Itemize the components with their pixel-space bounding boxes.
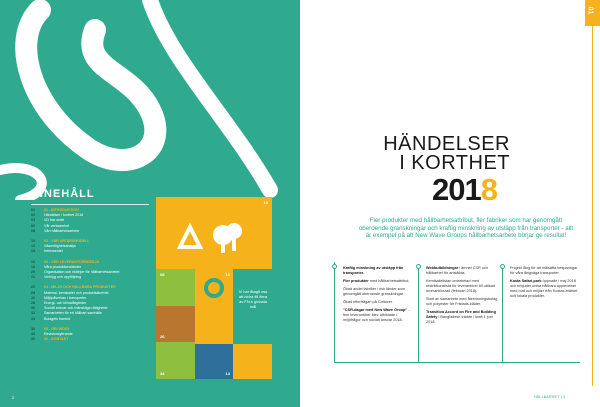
toc-page-number: 40 (31, 337, 35, 342)
toc-entry-label: Verktyg och uppföljning (44, 275, 82, 280)
highlight-item (426, 310, 498, 325)
highlight-emphasis: Transition Accord on Fire and Building Safety (426, 310, 496, 319)
highlight-text: Kemikalielistan omarbetad med restriktionslista för leverantörer till utökad leverantörsrad (februari 2018). (426, 279, 496, 293)
toc-page-number: 14 (31, 249, 35, 254)
toc-page-number: 04 (31, 218, 35, 223)
highlight-emphasis: Kosta Safari-park (510, 279, 543, 283)
sdg-tile (156, 342, 195, 379)
highlight-text: öppnade i maj 2018 och erbjuder unika hållbara upplevelser med mat och miljöer från Kostas-märket och lokala produkter. (510, 279, 578, 298)
page-title (380, 135, 510, 173)
toc-page-number: 28 (31, 301, 35, 306)
toc-page-number: 24 (31, 290, 35, 295)
highlights-column-2 (426, 266, 498, 328)
highlight-text: Start av samarbete med återvinningsbolag och polyester för Fristads-kläder. (426, 297, 498, 306)
toc-entry[interactable] (31, 317, 156, 322)
toc-entry[interactable] (31, 275, 156, 280)
toc-entry-label: 01 - INTRODUKTION (44, 208, 79, 212)
toc-page-number: 38 (31, 332, 35, 337)
highlight-item (343, 279, 411, 284)
sdg-tile (233, 344, 272, 379)
section-tab (585, 0, 600, 26)
toc-page-number: 36 (31, 326, 35, 331)
sdg-tile (195, 344, 233, 379)
highlights-column-3 (510, 266, 580, 302)
toc-page-number: 26 (31, 295, 35, 300)
tile-page-number: 10 (263, 200, 268, 205)
timeline-baseline (334, 362, 580, 363)
margin-rule (592, 26, 593, 386)
toc-section (31, 285, 156, 321)
timeline-axis (334, 262, 335, 362)
toc-page-number: 01 (31, 208, 35, 212)
highlight-item (426, 279, 498, 294)
toc-entry-label: 04 - MILJÖ OCH HÅLLBARA PRODUKTER (44, 285, 116, 290)
toc-entry-label: 02 - VÅR AFFÄRSMODELL (44, 239, 90, 244)
sdg-tile (195, 307, 233, 344)
toc-page-number: 30 (31, 306, 35, 311)
page-title-line: I KORTHET (399, 152, 510, 174)
toc-entry-label: Vår verksamhet (44, 223, 70, 228)
toc-entry-label: Intressenter (44, 249, 63, 254)
highlight-text: - fem leverantörer blev utbildade i miljöfrågor och socialt ansvar 2018. (343, 308, 410, 322)
toc-entry-label: 05 - GRI INDEX (44, 326, 70, 331)
toc-entry-label: 06 - KONTAKT (44, 337, 69, 342)
toc-entry-label: Vårt hållbarhetsarbete (44, 228, 80, 233)
toc-page-number: 32 (31, 311, 35, 316)
highlight-emphasis: Fler produkter (343, 279, 370, 283)
tile-page-number: 08 (160, 272, 165, 277)
toc-entry[interactable] (31, 249, 156, 254)
toc-entry-label: Bolagets framtid (44, 316, 70, 321)
page-title-line: HÄNDELSER (383, 133, 510, 155)
year-heading (405, 172, 497, 208)
sdg-tile (195, 269, 233, 307)
toc-entry-label: Händelser i korthet 2018 (44, 213, 84, 218)
highlight-text: i Bangladesh trädde i kraft 1 juni 2018. (426, 315, 493, 324)
page-footer: HÅLLBARHET | 3 (534, 395, 566, 399)
toc-entry-label: VD har ordet (44, 218, 65, 223)
highlight-item (426, 266, 498, 276)
page-number: 2 (12, 395, 15, 400)
sdg-wheel-icon (195, 269, 233, 307)
sdg-mosaic (156, 197, 272, 381)
highlight-text: Ökad efterfrågan på Cottover. (343, 300, 394, 304)
year-digits: 201 (432, 172, 481, 207)
highlight-text: Projekt lång för att målsätta besparingar för våra långväga transporter. (510, 266, 578, 275)
toc-section (31, 208, 156, 234)
toc-page-number: 10 (31, 239, 35, 244)
highlight-item (510, 266, 580, 276)
toc-section (31, 239, 156, 255)
toc-entry-label: Väsentlighetsanalys (44, 244, 76, 249)
sdg-commitment-text: Vi har åtagit oss att bidra till flera av FN:s globala mål (238, 289, 268, 309)
section-number: 01 (586, 6, 594, 15)
intro-paragraph: Fler produkter med hållbarhetsattribut, fler fabriker som har genomgått oberoende granskningar och kraftig minskning av utsläpp från transporter - allt är exempel på att New Wave Groups hållbarhetsarbete börjar ge resultat! (358, 217, 574, 240)
toc-divider (31, 204, 149, 205)
highlight-text: i ämnet CSR och hållbarhet för anställda. (426, 266, 488, 275)
highlight-item (343, 266, 411, 276)
toc-page-number: 08 (31, 228, 35, 233)
toc-page-number: 22 (31, 285, 35, 290)
tile-page-number: 16 (225, 272, 230, 277)
highlight-item (343, 300, 411, 305)
toc-entry-label: Miljöpåverkan i transporter (44, 295, 87, 300)
highlights-column-1 (343, 266, 411, 326)
highlights-timeline (334, 262, 580, 362)
timeline-connector (418, 266, 419, 362)
tile-page-number: 34 (160, 371, 165, 376)
sdg-tile (156, 269, 195, 306)
toc-page-number: 20 (31, 270, 35, 275)
highlight-text: Ökad andel fabriker i risk länder som genomgått oberoende granskningar. (343, 287, 405, 296)
toc-entry-label: Socialt ansvar och mänskliga rättigheter (44, 306, 108, 311)
toc-page-number: 16 (31, 259, 35, 264)
highlight-emphasis: Kraftig minskning av utsläpp från transporter. (343, 266, 404, 275)
tile-page-number: 26 (160, 334, 165, 339)
timeline-dot (416, 264, 421, 269)
timeline-dot (332, 264, 337, 269)
highlight-item (343, 287, 411, 297)
toc-section-heading[interactable] (31, 337, 156, 342)
sdg-commitment-tile (233, 269, 272, 344)
highlight-item (426, 297, 498, 307)
toc-entry[interactable] (31, 229, 156, 234)
toc-entry-label: Organisation och riktlinjer för hållbarhetsarbetet (44, 270, 120, 275)
toc-entry-label: Revisionsyttrande (44, 332, 73, 337)
toc-entry-label: Material, kemikalier och produktsäkerhet (44, 290, 109, 295)
timeline-dot (500, 264, 505, 269)
sdg-tile (156, 306, 195, 342)
highlight-item (510, 279, 580, 299)
toc-page-number: 34 (31, 316, 35, 321)
recycle-icon (156, 197, 272, 269)
sdg-tile-large (156, 197, 272, 269)
right-page (300, 0, 600, 407)
toc-section (31, 327, 156, 343)
highlight-item (343, 308, 411, 323)
toc-page-number: 18 (31, 264, 35, 269)
table-of-contents (31, 208, 156, 347)
year-accent-digit: 8 (480, 172, 497, 207)
highlight-emphasis: Webbutbildningar (426, 266, 460, 270)
highlight-text: med hållbarhetsattribut. (369, 279, 410, 283)
decorative-script-glyph (0, 0, 300, 200)
tile-page-number: 14 (225, 371, 230, 376)
toc-title: INNEHÅLL (31, 188, 95, 200)
highlight-emphasis: "CSR-dagar med New Wave Group" (343, 308, 409, 312)
toc-page-number: 12 (31, 244, 35, 249)
toc-entry-label: Samarbeten för ett hållbart samhälle (44, 311, 102, 316)
toc-section (31, 260, 156, 281)
timeline-connector (502, 266, 503, 362)
toc-entry-label: Energi- och klimatåtgärder (44, 301, 87, 306)
toc-entry-label: 03 - VÅR LEVERANTÖRSKEDJA (44, 259, 100, 264)
toc-entry-label: Våra produktionsländer (44, 264, 82, 269)
toc-page-number: 21 (31, 275, 35, 280)
toc-page-number: 06 (31, 223, 35, 228)
toc-page-number: 02 (31, 213, 35, 218)
